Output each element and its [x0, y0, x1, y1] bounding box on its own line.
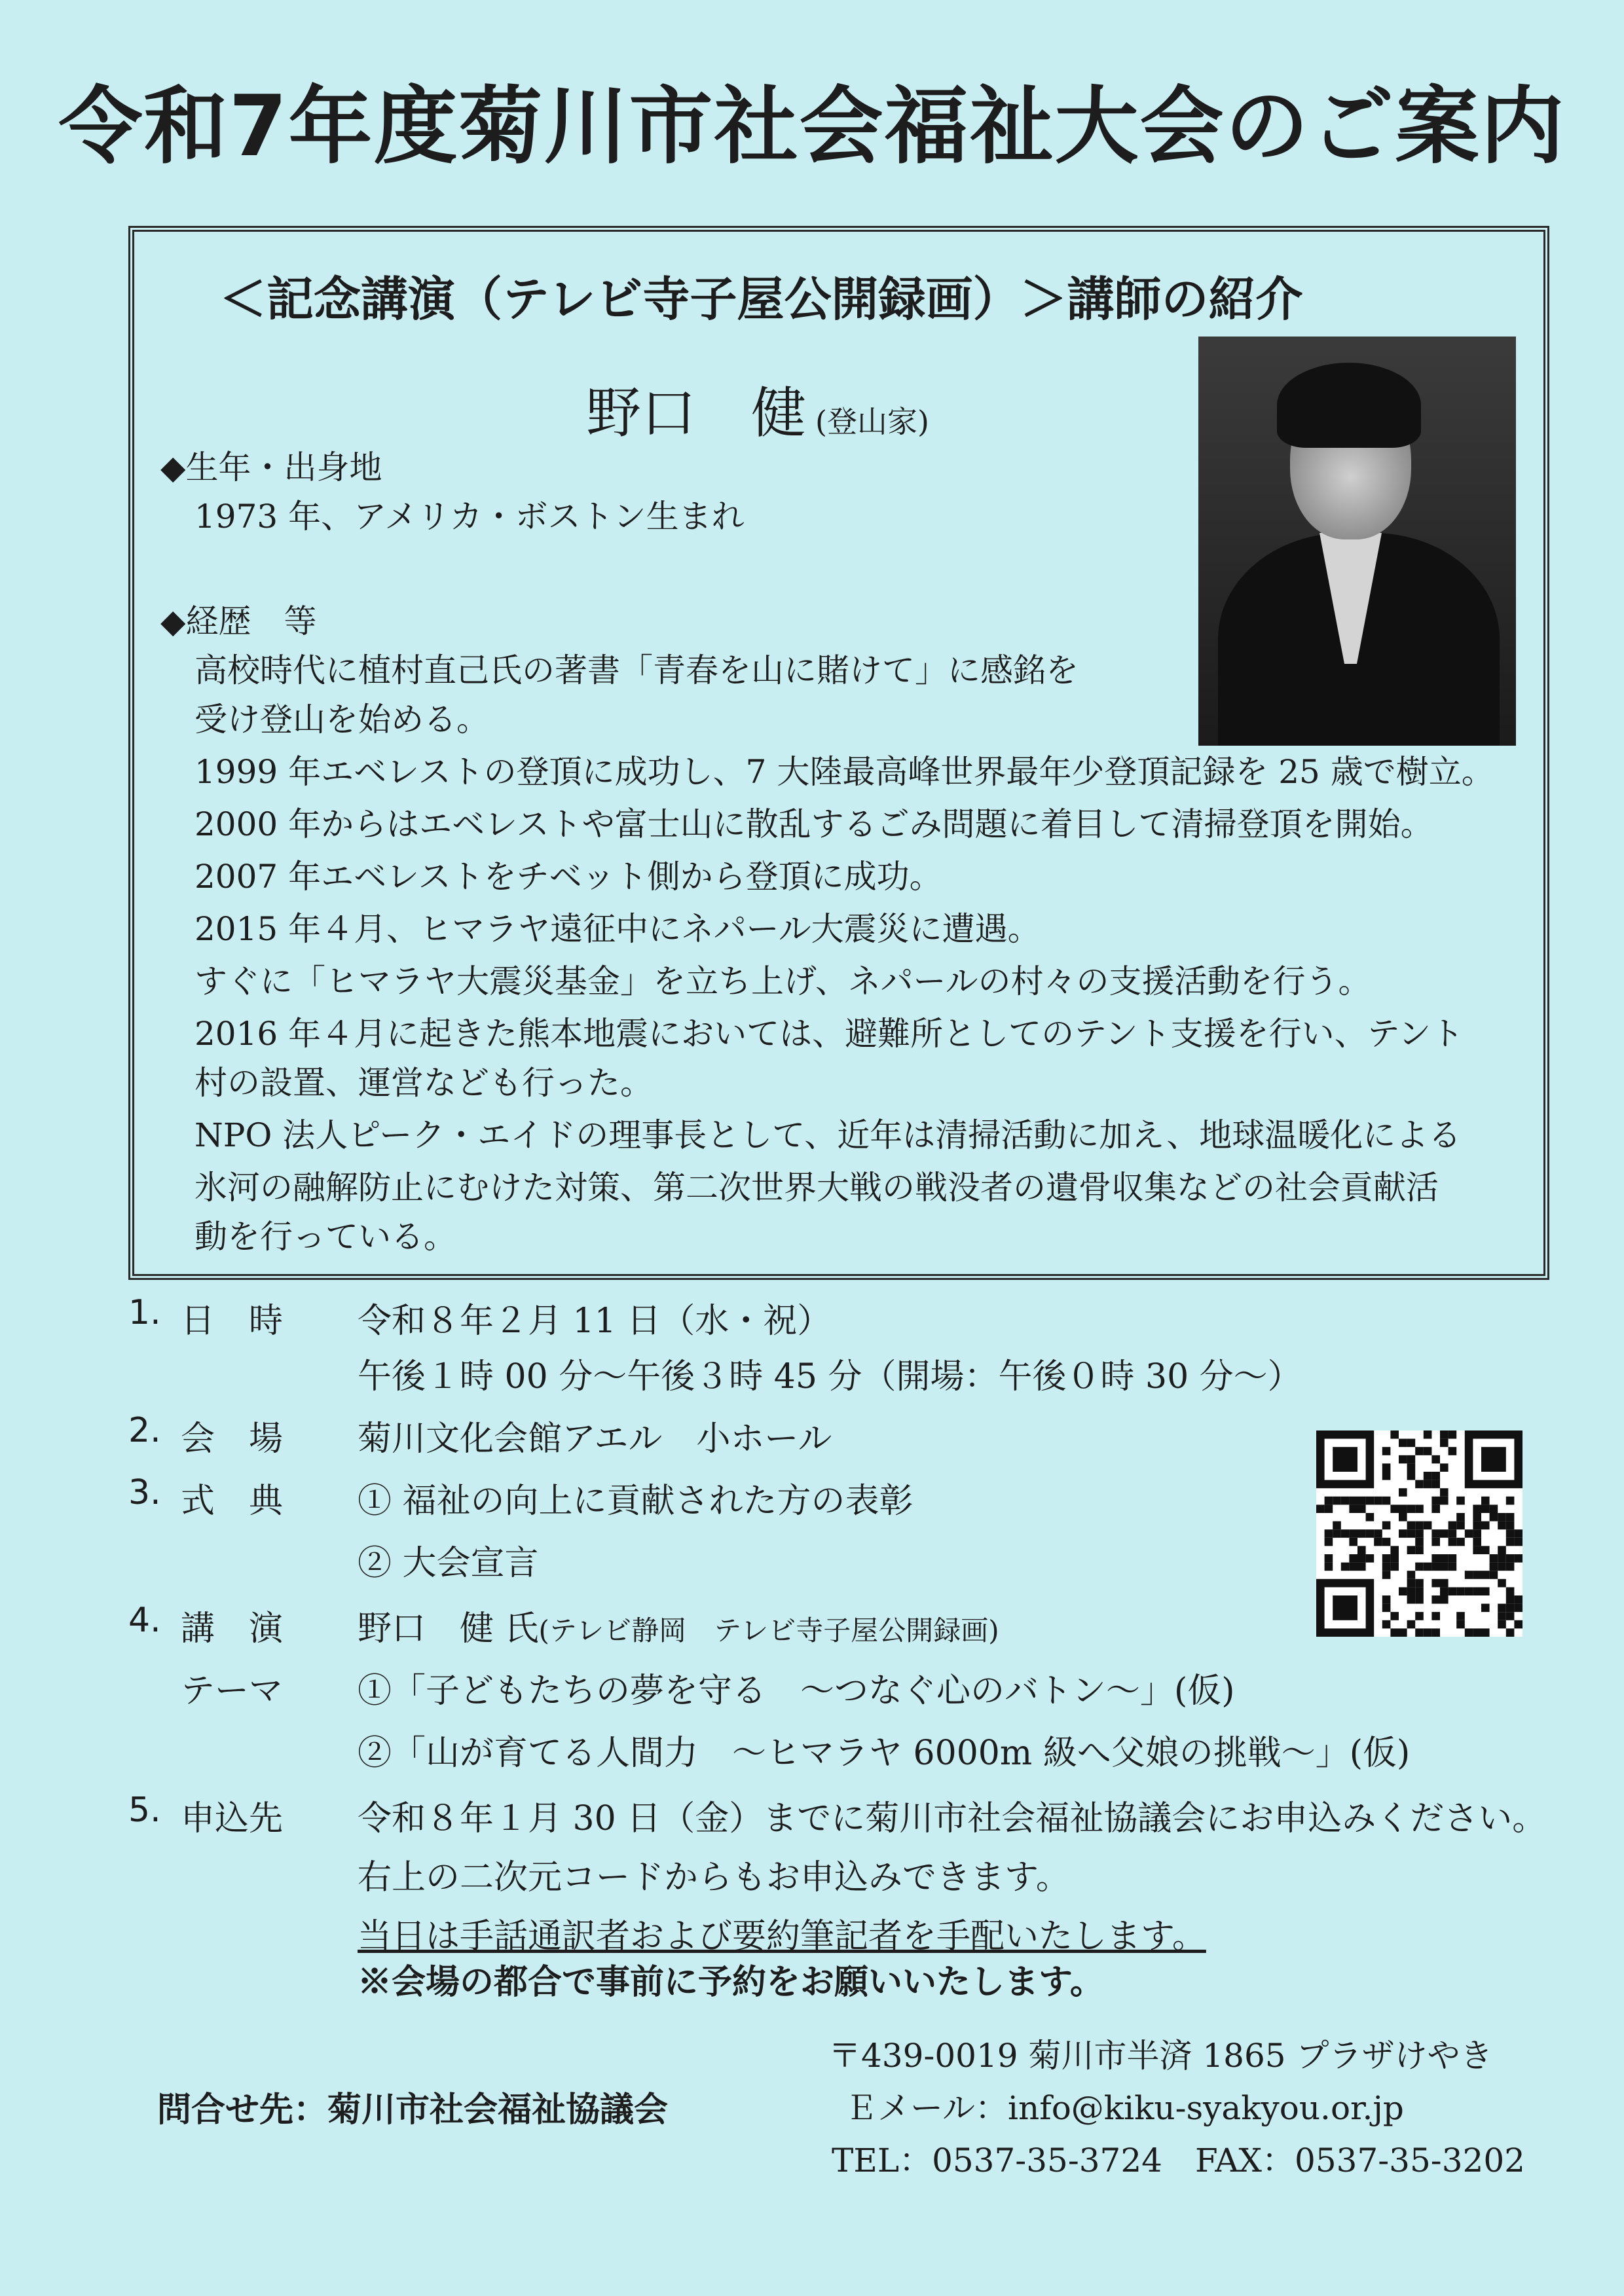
- speaker-name: 野口 健: [586, 381, 807, 445]
- career-line: 2000 年からはエベレストや富士山に散乱するごみ問題に着目して清掃登頂を開始。: [194, 805, 1433, 843]
- apply-deadline: 令和８年１月 30 日（金）までに菊川市社会福祉協議会にお申込みください。: [358, 1799, 1547, 1838]
- theme-item: ①「子どもたちの夢を守る ～つなぐ心のバトン～」(仮): [358, 1671, 1235, 1711]
- career-line: 動を行っている。: [194, 1218, 456, 1256]
- date-value: 令和８年２月 11 日（水・祝）: [358, 1302, 832, 1341]
- item-number: 5.: [128, 1791, 161, 1830]
- reservation-note: ※会場の都合で事前に予約をお願いいたします。: [358, 1962, 1104, 2002]
- lecture-box-heading: ＜記念講演（テレビ寺子屋公開録画）＞講師の紹介: [219, 272, 1303, 327]
- career-line: 高校時代に植村直己氏の著書「青春を山に賭けて」に感銘を: [194, 651, 1079, 689]
- speaker-photo: [1198, 337, 1516, 746]
- lecture-speaker: [358, 1601, 999, 1650]
- speaker-name-line: [586, 369, 929, 448]
- tel-number: 0537-35-3724: [932, 2141, 1162, 2179]
- phone-line: [832, 2134, 1525, 2181]
- tel-label: TEL：: [832, 2141, 932, 2179]
- venue-label: 会 場: [181, 1419, 284, 1459]
- ceremony-label: 式 典: [181, 1482, 284, 1521]
- venue-value: 菊川文化会館アエル 小ホール: [358, 1419, 832, 1459]
- email-link[interactable]: info@kiku-syakyou.or.jp: [1008, 2089, 1404, 2127]
- career-line: 2007 年エベレストをチベット側から登頂に成功。: [194, 858, 942, 896]
- lecture-speaker-name: 野口 健 氏: [358, 1609, 539, 1649]
- career-line: 1999 年エベレストの登頂に成功し、7 大陸最高峰世界最年少登頂記録を 25 歳で樹立。: [194, 753, 1494, 791]
- lecture-info-box: [128, 226, 1549, 1280]
- lecture-label: 講 演: [181, 1609, 284, 1649]
- speaker-role: (登山家): [815, 404, 929, 439]
- career-line: 2016 年４月に起きた熊本地震においては、避難所としてのテント支援を行い、テント: [194, 1015, 1464, 1053]
- apply-label: 申込先: [181, 1799, 284, 1838]
- birth-label: ◆生年・出身地: [160, 448, 382, 486]
- email-label: Ｅメール：: [845, 2089, 1008, 2127]
- career-line: 2015 年４月、ヒマラヤ遠征中にネパール大震災に遭遇。: [194, 910, 1041, 948]
- ceremony-item: ① 福祉の向上に貢献された方の表彰: [358, 1482, 913, 1521]
- apply-qr-note: 右上の二次元コードからもお申込みできます。: [358, 1858, 1070, 1897]
- career-line: 受け登山を始める。: [194, 701, 489, 738]
- birth-text: 1973 年、アメリカ・ボストン生まれ: [194, 498, 745, 536]
- item-number: 2.: [128, 1411, 161, 1450]
- item-number: 1.: [128, 1293, 161, 1332]
- career-line: 氷河の融解防止にむけた対策、第二次世界大戦の戦没者の遺骨収集などの社会貢献活: [194, 1169, 1439, 1207]
- interpreter-note: 当日は手話通訳者および要約筆記者を手配いたします。: [358, 1917, 1206, 1956]
- career-line: すぐに「ヒマラヤ大震災基金」を立ち上げ、ネパールの村々の支援活動を行う。: [194, 962, 1371, 1000]
- time-value: 午後１時 00 分～午後３時 45 分（開場：午後０時 30 分～）: [358, 1357, 1302, 1396]
- lecture-note: (テレビ静岡 テレビ寺子屋公開録画): [538, 1614, 999, 1647]
- date-label: 日 時: [181, 1302, 284, 1341]
- fax-label: FAX：: [1194, 2141, 1295, 2179]
- fax-number: 0537-35-3202: [1295, 2141, 1525, 2179]
- qr-code[interactable]: [1316, 1430, 1522, 1637]
- item-number: 3.: [128, 1473, 161, 1512]
- ceremony-item: ② 大会宣言: [358, 1544, 539, 1583]
- address: 〒439-0019 菊川市半済 1865 プラザけやき: [828, 2037, 1493, 2075]
- career-line: NPO 法人ピーク・エイドの理事長として、近年は清掃活動に加え、地球温暖化による: [194, 1116, 1462, 1154]
- email-line: [845, 2082, 1404, 2129]
- photo-hair: [1277, 363, 1421, 448]
- career-label: ◆経歴 等: [160, 602, 317, 640]
- qr-code-graphic: [1316, 1430, 1522, 1637]
- theme-label: テーマ: [181, 1671, 284, 1711]
- item-number: 4.: [128, 1601, 161, 1640]
- career-line: 村の設置、運営なども行った。: [194, 1064, 653, 1102]
- contact-label: 問合せ先：菊川市社会福祉協議会: [157, 2090, 669, 2130]
- page-title: 令和7年度菊川市社会福祉大会のご案内: [58, 78, 1566, 175]
- theme-item: ②「山が育てる人間力 ～ヒマラヤ 6000m 級へ父娘の挑戦～」(仮): [358, 1734, 1411, 1773]
